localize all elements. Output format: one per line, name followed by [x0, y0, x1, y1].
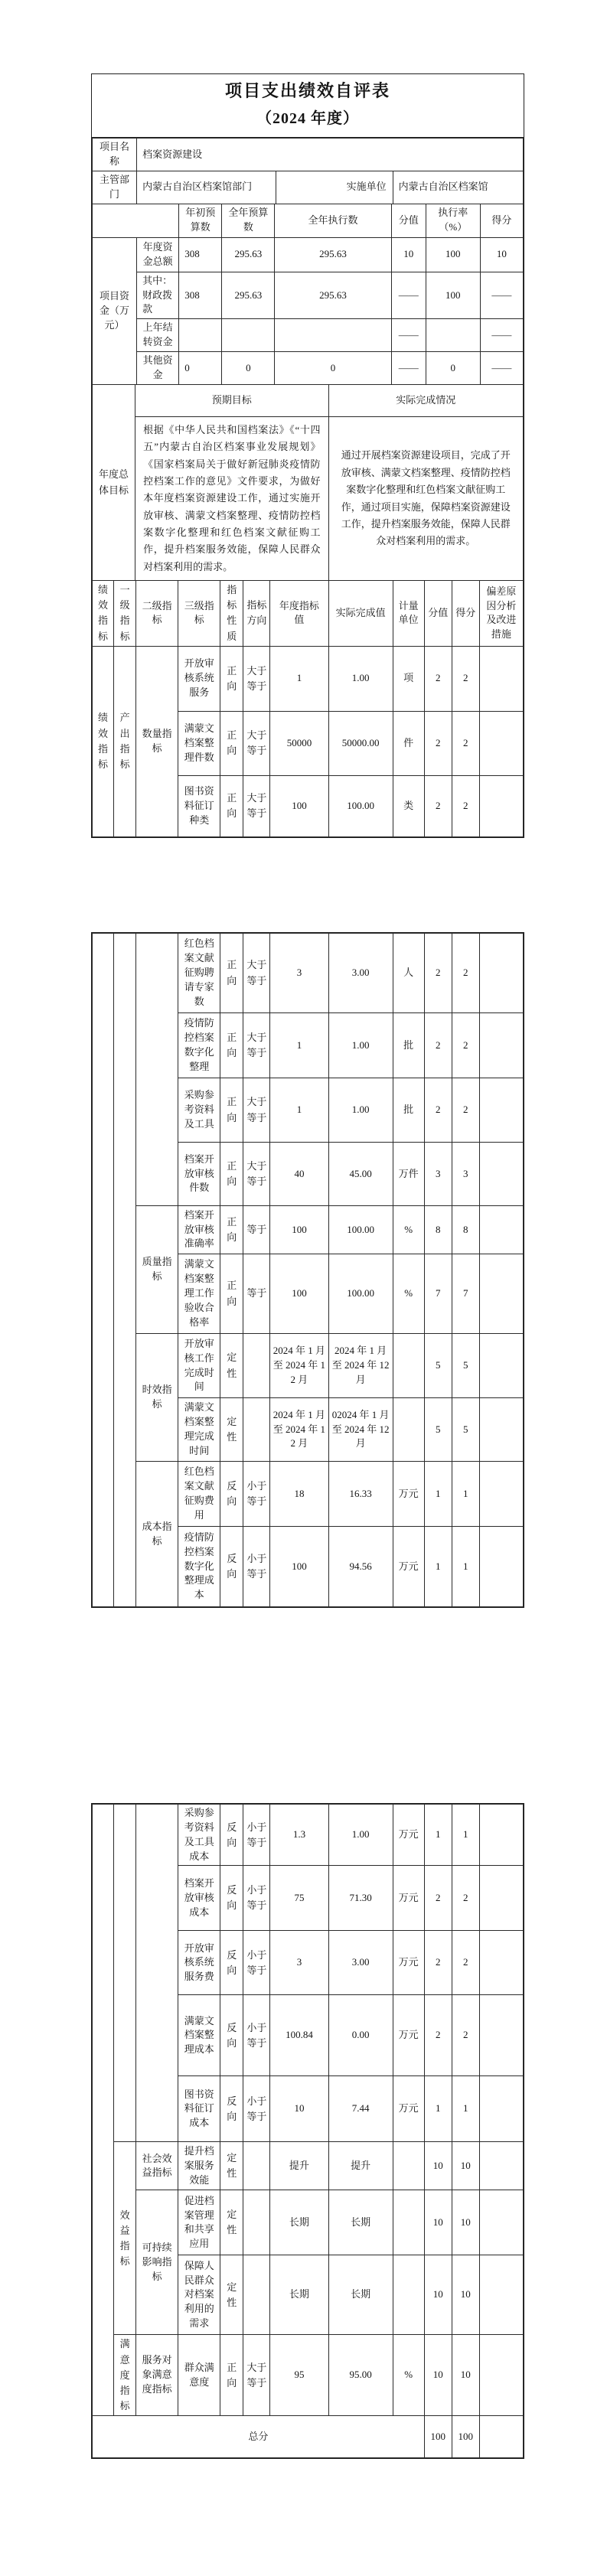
ind-target-cell: 3: [270, 934, 328, 1013]
ind-unit-cell: 万元: [393, 1995, 424, 2076]
ind-score-cell: 1: [424, 1805, 452, 1866]
total-score-label: 总分: [93, 2416, 425, 2458]
ind-header-l3: 三级指标: [178, 581, 220, 647]
ind-direction-cell: 等于: [243, 1206, 270, 1254]
ind-score-cell: 10: [424, 2190, 452, 2255]
ind-got-cell: 8: [452, 1206, 479, 1254]
ind-header-actual: 实际完成值: [328, 581, 393, 647]
ind-unit-cell: 批: [393, 1078, 424, 1143]
ind-deviation-cell: [479, 2142, 523, 2190]
document-title-year: （2024 年度）: [256, 110, 359, 127]
ind-name-cell: 图书资料征订种类: [178, 775, 220, 836]
ind-nature-cell: 正向: [220, 934, 243, 1013]
ind-nature-cell: 反向: [220, 1931, 243, 1995]
ind-deviation-cell: [479, 2255, 523, 2335]
ind-name-cell: 开放审核系统服务: [178, 646, 220, 711]
ind-nature-cell: 定性: [220, 2190, 243, 2255]
ind-unit-cell: 万元: [393, 1462, 424, 1527]
total-score-value: 100: [424, 2416, 452, 2458]
ind-unit-cell: 万元: [393, 2076, 424, 2142]
funds-header-got: 得分: [480, 204, 523, 237]
ind-actual-cell: 1.00: [328, 1078, 393, 1143]
ind-name-cell: 疫情防控档案数字化整理成本: [178, 1527, 220, 1607]
ind-got-cell: 1: [452, 1805, 479, 1866]
funds-cell-got: ——: [480, 352, 523, 385]
ind-deviation-cell: [479, 2335, 523, 2416]
ind-unit-cell: 万元: [393, 1931, 424, 1995]
ind-direction-cell: [243, 2142, 270, 2190]
ind-score-cell: 1: [424, 1527, 452, 1607]
ind-direction-cell: [243, 1334, 270, 1398]
ind-deviation-cell: [479, 1013, 523, 1078]
funds-cell-budget: 295.63: [222, 272, 275, 319]
ind-group-cost: 成本指标: [136, 1462, 178, 1607]
ind-direction-cell: 小于等于: [243, 2076, 270, 2142]
ind-nature-cell: 正向: [220, 711, 243, 775]
ind-group-service: 服务对象满意度指标: [136, 2335, 178, 2416]
ind-got-cell: 1: [452, 1462, 479, 1527]
ind-direction-cell: 大于等于: [243, 646, 270, 711]
ind-score-cell: 2: [424, 1078, 452, 1143]
ind-unit-cell: [393, 2142, 424, 2190]
ind-name-cell: 保障人民群众对档案利用的需求: [178, 2255, 220, 2335]
ind-group-perf-cont: [93, 1805, 114, 2416]
ind-score-cell: 2: [424, 1866, 452, 1931]
ind-group-output: 产出指标: [114, 646, 136, 836]
ind-target-cell: 1: [270, 646, 328, 711]
funds-cell-score: ——: [391, 352, 426, 385]
ind-score-cell: 2: [424, 1013, 452, 1078]
ind-group-perf-cont: [93, 934, 114, 1607]
ind-score-cell: 2: [424, 934, 452, 1013]
ind-actual-cell: 2024 年 1 月至 2024 年 12 月: [328, 1334, 393, 1398]
ind-actual-cell: 100.00: [328, 1254, 393, 1334]
project-name-value: 档案资源建设: [137, 139, 524, 171]
ind-actual-cell: 1.00: [328, 1013, 393, 1078]
funds-cell-exec: [275, 319, 391, 352]
project-name-table: [92, 138, 524, 171]
ind-nature-cell: 正向: [220, 1254, 243, 1334]
ind-target-cell: 提升: [270, 2142, 328, 2190]
ind-unit-cell: 万元: [393, 1527, 424, 1607]
ind-direction-cell: 大于等于: [243, 2335, 270, 2416]
impl-unit-value: 内蒙古自治区档案馆: [393, 171, 523, 204]
ind-actual-cell: 0.00: [328, 1995, 393, 2076]
ind-unit-cell: [393, 1334, 424, 1398]
ind-name-cell: 群众满意度: [178, 2335, 220, 2416]
ind-score-cell: 7: [424, 1254, 452, 1334]
funds-header-budget: 全年预算数: [222, 204, 275, 237]
ind-got-cell: 2: [452, 1995, 479, 2076]
funds-cell-exec: 0: [275, 352, 391, 385]
ind-nature-cell: 反向: [220, 1462, 243, 1527]
funds-cell-got: ——: [480, 272, 523, 319]
dept-label: 主管部门: [93, 171, 137, 204]
ind-direction-cell: 大于等于: [243, 1078, 270, 1143]
ind-unit-cell: 万元: [393, 1866, 424, 1931]
ind-direction-cell: [243, 1398, 270, 1462]
ind-target-cell: 40: [270, 1143, 328, 1206]
funds-row-label: 其他资金: [137, 352, 179, 385]
document-title-block: [92, 74, 524, 138]
ind-nature-cell: 定性: [220, 2255, 243, 2335]
goal-expected-label: 预期目标: [135, 384, 328, 416]
ind-target-cell: 长期: [270, 2190, 328, 2255]
ind-deviation-cell: [479, 711, 523, 775]
ind-direction-cell: 大于等于: [243, 934, 270, 1013]
ind-actual-cell: 45.00: [328, 1143, 393, 1206]
ind-target-cell: 2024 年 1 月至 2024 年 12 月: [270, 1398, 328, 1462]
ind-name-cell: 提升档案服务效能: [178, 2142, 220, 2190]
funds-cell-begin: 0: [179, 352, 222, 385]
ind-name-cell: 满蒙文档案整理完成时间: [178, 1398, 220, 1462]
ind-actual-cell: 100.00: [328, 775, 393, 836]
ind-actual-cell: 3.00: [328, 934, 393, 1013]
ind-target-cell: 95: [270, 2335, 328, 2416]
ind-score-cell: 10: [424, 2335, 452, 2416]
ind-deviation-cell: [479, 1254, 523, 1334]
ind-actual-cell: 7.44: [328, 2076, 393, 2142]
ind-target-cell: 100: [270, 1206, 328, 1254]
ind-got-cell: 10: [452, 2335, 479, 2416]
ind-got-cell: 2: [452, 934, 479, 1013]
ind-group-output-cont: [114, 934, 136, 1607]
ind-target-cell: 长期: [270, 2255, 328, 2335]
ind-name-cell: 图书资料征订成本: [178, 2076, 220, 2142]
ind-group-satisfaction: 满意度指标: [114, 2335, 136, 2416]
funds-cell-exec: 295.63: [275, 272, 391, 319]
ind-name-cell: 采购参考资料及工具: [178, 1078, 220, 1143]
funds-cell-exec: 295.63: [275, 237, 391, 272]
funds-row-label: 其中：财政拨款: [137, 272, 179, 319]
funds-header-begin: 年初预算数: [179, 204, 222, 237]
ind-nature-cell: 正向: [220, 2335, 243, 2416]
ind-name-cell: 开放审核系统服务费: [178, 1931, 220, 1995]
ind-nature-cell: 正向: [220, 1143, 243, 1206]
ind-got-cell: 5: [452, 1334, 479, 1398]
project-name-label: 项目名称: [93, 139, 137, 171]
funds-cell-score: ——: [391, 319, 426, 352]
ind-group-cost-cont: [136, 1805, 178, 2142]
ind-group-social: 社会效益指标: [136, 2142, 178, 2190]
ind-unit-cell: 万元: [393, 1805, 424, 1866]
ind-target-cell: 1: [270, 1013, 328, 1078]
funds-cell-rate: 100: [426, 272, 480, 319]
ind-actual-cell: 71.30: [328, 1866, 393, 1931]
funds-row-header: 项目资金（万元）: [93, 237, 137, 384]
ind-deviation-cell: [479, 1334, 523, 1398]
ind-nature-cell: 反向: [220, 2076, 243, 2142]
ind-deviation-cell: [479, 1866, 523, 1931]
ind-actual-cell: 1.00: [328, 1805, 393, 1866]
ind-nature-cell: 反向: [220, 1527, 243, 1607]
ind-nature-cell: 正向: [220, 1013, 243, 1078]
ind-score-cell: 2: [424, 646, 452, 711]
document-page-1: [91, 73, 524, 838]
ind-got-cell: 2: [452, 646, 479, 711]
funds-cell-begin: [179, 319, 222, 352]
ind-nature-cell: 正向: [220, 1206, 243, 1254]
ind-target-cell: 75: [270, 1866, 328, 1931]
ind-group-quantity-cont: [136, 934, 178, 1206]
ind-got-cell: 2: [452, 1931, 479, 1995]
ind-deviation-cell: [479, 1398, 523, 1462]
goal-row-header: 年度总体目标: [93, 384, 135, 580]
ind-unit-cell: 件: [393, 711, 424, 775]
ind-group-sustain: 可持续影响指标: [136, 2190, 178, 2335]
funds-corner-cell: [93, 204, 179, 237]
ind-nature-cell: 反向: [220, 1866, 243, 1931]
ind-header-unit: 计量单位: [393, 581, 424, 647]
ind-name-cell: 档案开放审核准确率: [178, 1206, 220, 1254]
ind-nature-cell: 正向: [220, 1078, 243, 1143]
ind-direction-cell: 小于等于: [243, 1866, 270, 1931]
funds-cell-score: ——: [391, 272, 426, 319]
ind-got-cell: 2: [452, 711, 479, 775]
ind-header-got: 得分: [452, 581, 479, 647]
goal-expected-text: 根据《中华人民共和国档案法》《“十四五”内蒙古自治区档案事业发展规划》《国家档案局关于做好新冠肺炎疫情防控档案工作的意见》文件要求，为做好本年度档案资源建设工作，通过实施开放审核、满蒙文档案整理、疫情防控档案数字化整理和红色档案文献征购工作，提升档案服务效能，保障人民群众对档案利用的需求。: [135, 416, 328, 580]
ind-deviation-cell: [479, 2076, 523, 2142]
ind-got-cell: 10: [452, 2255, 479, 2335]
funds-cell-begin: 308: [179, 272, 222, 319]
ind-direction-cell: 等于: [243, 1254, 270, 1334]
ind-target-cell: 1: [270, 1078, 328, 1143]
ind-deviation-cell: [479, 2190, 523, 2255]
ind-group-time: 时效指标: [136, 1334, 178, 1462]
funds-cell-budget: 295.63: [222, 237, 275, 272]
ind-name-cell: 促进档案管理和共享应用: [178, 2190, 220, 2255]
ind-deviation-cell: [479, 1931, 523, 1995]
ind-group-benefit: 效益指标: [114, 2142, 136, 2335]
ind-direction-cell: 小于等于: [243, 1931, 270, 1995]
ind-unit-cell: [393, 1398, 424, 1462]
ind-name-cell: 满蒙文档案整理工作验收合格率: [178, 1254, 220, 1334]
ind-unit-cell: %: [393, 1254, 424, 1334]
ind-header-direction: 指标方向: [243, 581, 270, 647]
ind-deviation-cell: [479, 1462, 523, 1527]
ind-direction-cell: 大于等于: [243, 775, 270, 836]
ind-score-cell: 2: [424, 711, 452, 775]
ind-actual-cell: 100.00: [328, 1206, 393, 1254]
ind-direction-cell: 小于等于: [243, 1995, 270, 2076]
ind-score-cell: 1: [424, 1462, 452, 1527]
indicator-table-page2: [92, 933, 524, 1607]
ind-header-l2: 二级指标: [136, 581, 178, 647]
ind-header-nature: 指标性质: [220, 581, 243, 647]
funds-cell-budget: [222, 319, 275, 352]
ind-target-cell: 2024 年 1 月至 2024 年 12 月: [270, 1334, 328, 1398]
ind-unit-cell: %: [393, 1206, 424, 1254]
ind-header-deviation: 偏差原因分析及改进措施: [479, 581, 523, 647]
ind-nature-cell: 正向: [220, 646, 243, 711]
ind-target-cell: 1.3: [270, 1805, 328, 1866]
document-page-3: [91, 1803, 524, 2459]
ind-nature-cell: 反向: [220, 1805, 243, 1866]
funds-cell-got: 10: [480, 237, 523, 272]
indicator-table-page1: [92, 580, 524, 837]
ind-name-cell: 疫情防控档案数字化整理: [178, 1013, 220, 1078]
ind-actual-cell: 16.33: [328, 1462, 393, 1527]
ind-header-perf: 绩效指标: [93, 581, 114, 647]
ind-deviation-cell: [479, 1078, 523, 1143]
ind-score-cell: 5: [424, 1398, 452, 1462]
department-table: [92, 171, 524, 204]
ind-target-cell: 100: [270, 1254, 328, 1334]
ind-got-cell: 2: [452, 775, 479, 836]
ind-direction-cell: 小于等于: [243, 1462, 270, 1527]
funds-cell-got: ——: [480, 319, 523, 352]
ind-got-cell: 7: [452, 1254, 479, 1334]
impl-unit-label: 实施单位: [276, 171, 393, 204]
ind-got-cell: 2: [452, 1866, 479, 1931]
ind-unit-cell: 批: [393, 1013, 424, 1078]
ind-name-cell: 采购参考资料及工具成本: [178, 1805, 220, 1866]
ind-header-l1: 一级指标: [114, 581, 136, 647]
ind-unit-cell: 人: [393, 934, 424, 1013]
ind-got-cell: 10: [452, 2142, 479, 2190]
funds-cell-budget: 0: [222, 352, 275, 385]
ind-name-cell: 档案开放审核成本: [178, 1866, 220, 1931]
ind-deviation-cell: [479, 1143, 523, 1206]
funds-cell-score: 10: [391, 237, 426, 272]
ind-target-cell: 10: [270, 2076, 328, 2142]
ind-got-cell: 10: [452, 2190, 479, 2255]
ind-score-cell: 2: [424, 775, 452, 836]
annual-goal-table: [92, 384, 524, 581]
ind-score-cell: 3: [424, 1143, 452, 1206]
project-funds-table: [92, 204, 524, 385]
ind-deviation-cell: [479, 1527, 523, 1607]
ind-score-cell: 10: [424, 2142, 452, 2190]
ind-name-cell: 红色档案文献征购聘请专家数: [178, 934, 220, 1013]
ind-group-quantity: 数量指标: [136, 646, 178, 836]
ind-name-cell: 开放审核工作完成时间: [178, 1334, 220, 1398]
ind-got-cell: 3: [452, 1143, 479, 1206]
funds-header-exec: 全年执行数: [275, 204, 391, 237]
ind-group-perf: 绩效指标: [93, 646, 114, 836]
ind-direction-cell: 大于等于: [243, 1143, 270, 1206]
funds-cell-rate: 100: [426, 237, 480, 272]
funds-cell-begin: 308: [179, 237, 222, 272]
ind-actual-cell: 94.56: [328, 1527, 393, 1607]
ind-unit-cell: [393, 2255, 424, 2335]
ind-direction-cell: 小于等于: [243, 1527, 270, 1607]
ind-header-score: 分值: [424, 581, 452, 647]
ind-name-cell: 档案开放审核件数: [178, 1143, 220, 1206]
ind-deviation-cell: [479, 934, 523, 1013]
funds-cell-rate: 0: [426, 352, 480, 385]
funds-row-label: 年度资金总额: [137, 237, 179, 272]
funds-header-rate: 执行率（%）: [426, 204, 480, 237]
ind-unit-cell: 万件: [393, 1143, 424, 1206]
ind-score-cell: 8: [424, 1206, 452, 1254]
ind-score-cell: 2: [424, 1995, 452, 2076]
ind-score-cell: 1: [424, 2076, 452, 2142]
ind-got-cell: 1: [452, 2076, 479, 2142]
ind-target-cell: 100: [270, 1527, 328, 1607]
ind-unit-cell: 项: [393, 646, 424, 711]
ind-got-cell: 1: [452, 1527, 479, 1607]
ind-name-cell: 满蒙文档案整理件数: [178, 711, 220, 775]
ind-actual-cell: 长期: [328, 2255, 393, 2335]
ind-unit-cell: 类: [393, 775, 424, 836]
ind-nature-cell: 正向: [220, 775, 243, 836]
ind-actual-cell: 1.00: [328, 646, 393, 711]
ind-nature-cell: 定性: [220, 1398, 243, 1462]
ind-target-cell: 100.84: [270, 1995, 328, 2076]
ind-score-cell: 5: [424, 1334, 452, 1398]
ind-target-cell: 100: [270, 775, 328, 836]
total-got-value: 100: [452, 2416, 479, 2458]
ind-group-output-cont: [114, 1805, 136, 2142]
ind-name-cell: 满蒙文档案整理成本: [178, 1995, 220, 2076]
ind-target-cell: 18: [270, 1462, 328, 1527]
indicator-table-page3: [92, 1804, 524, 2458]
ind-actual-cell: 长期: [328, 2190, 393, 2255]
ind-direction-cell: [243, 2190, 270, 2255]
funds-header-score: 分值: [391, 204, 426, 237]
ind-score-cell: 10: [424, 2255, 452, 2335]
ind-actual-cell: 提升: [328, 2142, 393, 2190]
ind-nature-cell: 反向: [220, 1995, 243, 2076]
ind-got-cell: 5: [452, 1398, 479, 1462]
ind-direction-cell: [243, 2255, 270, 2335]
ind-actual-cell: 3.00: [328, 1931, 393, 1995]
goal-actual-label: 实际完成情况: [328, 384, 523, 416]
ind-deviation-cell: [479, 646, 523, 711]
goal-actual-text: 通过开展档案资源建设项目，完成了开放审核、满蒙文档案整理、疫情防控档案数字化整理和红色档案文献征购工作，通过项目实施，保障档案资源建设工作，提升档案服务效能，保障人民群众对档案利用的需求。: [328, 416, 523, 580]
document-page-2: [91, 932, 524, 1608]
ind-deviation-cell: [479, 1805, 523, 1866]
ind-actual-cell: 95.00: [328, 2335, 393, 2416]
ind-deviation-cell: [479, 775, 523, 836]
ind-got-cell: 2: [452, 1078, 479, 1143]
ind-direction-cell: 小于等于: [243, 1805, 270, 1866]
ind-unit-cell: %: [393, 2335, 424, 2416]
ind-deviation-cell: [479, 1995, 523, 2076]
ind-unit-cell: [393, 2190, 424, 2255]
total-deviation-cell: [479, 2416, 523, 2458]
ind-score-cell: 2: [424, 1931, 452, 1995]
ind-actual-cell: 02024 年 1 月至 2024 年 12 月: [328, 1398, 393, 1462]
ind-actual-cell: 50000.00: [328, 711, 393, 775]
ind-nature-cell: 定性: [220, 2142, 243, 2190]
ind-name-cell: 红色档案文献征购费用: [178, 1462, 220, 1527]
ind-target-cell: 50000: [270, 711, 328, 775]
ind-group-quality: 质量指标: [136, 1206, 178, 1334]
ind-direction-cell: 大于等于: [243, 1013, 270, 1078]
funds-row-label: 上年结转资金: [137, 319, 179, 352]
funds-cell-rate: [426, 319, 480, 352]
ind-direction-cell: 大于等于: [243, 711, 270, 775]
document-title: 项目支出绩效自评表: [224, 81, 390, 100]
ind-target-cell: 3: [270, 1931, 328, 1995]
ind-got-cell: 2: [452, 1013, 479, 1078]
ind-nature-cell: 定性: [220, 1334, 243, 1398]
ind-deviation-cell: [479, 1206, 523, 1254]
ind-header-target: 年度指标值: [270, 581, 328, 647]
dept-value: 内蒙古自治区档案馆部门: [137, 171, 276, 204]
